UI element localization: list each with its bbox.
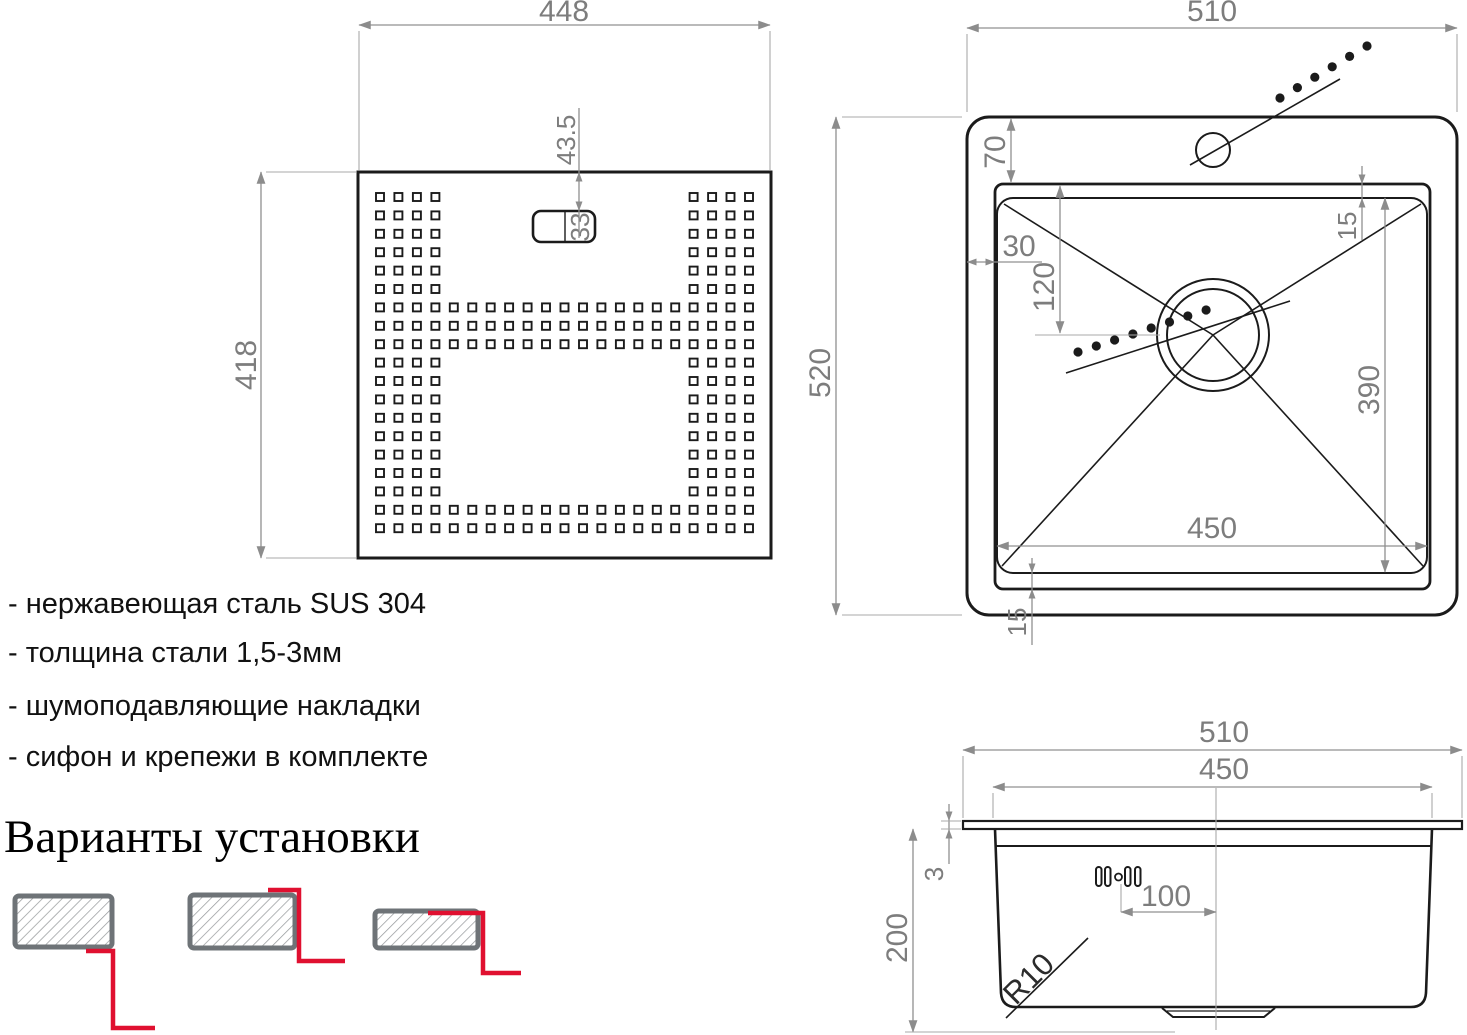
perforation-hole <box>394 414 402 422</box>
perforation-hole <box>708 377 716 385</box>
perforation-hole <box>413 414 421 422</box>
perforation-hole <box>745 340 753 348</box>
perforation-hole <box>505 340 513 348</box>
perforation-hole <box>690 451 698 459</box>
perforation-hole <box>524 340 532 348</box>
perforation-hole <box>653 506 661 514</box>
perforation-hole <box>690 340 698 348</box>
perforation-hole <box>524 506 532 514</box>
guide-dot <box>1202 305 1211 314</box>
dim-label-side-width: 510 <box>1198 716 1250 749</box>
rim-bar <box>963 821 1462 829</box>
arrowhead <box>946 829 953 839</box>
slot-mark <box>1125 867 1131 886</box>
perforation-hole <box>616 340 624 348</box>
perforation-hole <box>690 211 698 219</box>
feature-item: - шумоподавляющие накладки <box>8 690 421 722</box>
perforation-hole <box>616 506 624 514</box>
perforation-hole <box>690 469 698 477</box>
perforation-hole <box>745 230 753 238</box>
perforation-hole <box>431 432 439 440</box>
perforation-hole <box>524 524 532 532</box>
perforation-hole <box>653 340 661 348</box>
perforation-hole <box>561 524 569 532</box>
perforation-hole <box>413 451 421 459</box>
perforation-hole <box>561 506 569 514</box>
drain-bump <box>1162 1008 1275 1017</box>
perforation-hole <box>561 322 569 330</box>
perforation-hole <box>413 303 421 311</box>
faucet-slots-symbol <box>1096 867 1141 886</box>
perforation-hole <box>431 395 439 403</box>
dim-label-rim-thickness: 3 <box>919 866 949 882</box>
dim-label-edge-gap: 30 <box>1002 230 1036 263</box>
perforation-hole <box>431 303 439 311</box>
perforation-hole <box>394 303 402 311</box>
guide-dot <box>1183 311 1192 320</box>
perforation-hole <box>745 506 753 514</box>
perforation-hole <box>413 285 421 293</box>
perforation-hole <box>708 469 716 477</box>
perforation-hole <box>505 524 513 532</box>
perforation-hole <box>597 506 605 514</box>
perforation-hole <box>579 303 587 311</box>
perforation-hole <box>745 248 753 256</box>
perforation-hole <box>413 248 421 256</box>
perforation-hole <box>394 377 402 385</box>
perforation-hole <box>708 487 716 495</box>
dim-label-drain-offset: 120 <box>1028 261 1061 313</box>
dim-label-plate-height: 418 <box>230 339 263 391</box>
perforation-hole <box>727 230 735 238</box>
perforation-hole <box>376 303 384 311</box>
perforation-hole <box>708 211 716 219</box>
perforation-hole <box>616 303 624 311</box>
perforation-hole <box>413 267 421 275</box>
perforation-hole <box>727 506 735 514</box>
perforation-hole <box>450 340 458 348</box>
sink-side-view <box>881 716 1462 1032</box>
perforation-hole <box>745 451 753 459</box>
dim-label-rim-bottom: 15 <box>1002 607 1032 637</box>
installation-heading: Варианты установки <box>4 811 420 863</box>
dim-label-rim-top: 15 <box>1332 211 1362 241</box>
perforation-hole <box>690 524 698 532</box>
perforation-hole <box>690 248 698 256</box>
perforation-hole <box>505 303 513 311</box>
perforation-hole <box>376 377 384 385</box>
perforation-hole <box>376 524 384 532</box>
perforation-hole <box>690 303 698 311</box>
perforation-hole <box>394 340 402 348</box>
perforation-hole <box>727 451 735 459</box>
perforation-hole <box>727 285 735 293</box>
guide-dot <box>1073 347 1082 356</box>
perforation-hole <box>708 248 716 256</box>
perforation-hole <box>727 395 735 403</box>
perforation-hole <box>745 267 753 275</box>
perforation-hole <box>653 303 661 311</box>
perforation-hole <box>394 432 402 440</box>
sink-top-view <box>804 0 1457 645</box>
perforation-hole <box>708 340 716 348</box>
perforation-hole <box>376 395 384 403</box>
perforation-hole <box>376 340 384 348</box>
perforation-hole <box>690 395 698 403</box>
perforation-hole <box>708 230 716 238</box>
perforation-hole <box>690 230 698 238</box>
perforation-hole <box>431 340 439 348</box>
perforation-hole <box>727 469 735 477</box>
perforation-hole <box>579 524 587 532</box>
perforation-hole <box>524 322 532 330</box>
perforation-hole <box>394 524 402 532</box>
dim-label-plate-width: 448 <box>538 0 590 28</box>
perforation-hole <box>413 322 421 330</box>
perforation-hole <box>394 230 402 238</box>
perforation-hole <box>727 524 735 532</box>
perforation-hole <box>376 469 384 477</box>
guide-dot <box>1328 62 1337 71</box>
perforation-hole <box>394 469 402 477</box>
perforation-hole <box>468 303 476 311</box>
perforation-hole <box>542 506 550 514</box>
center-hole-mark <box>1115 874 1122 881</box>
perforation-hole <box>708 193 716 201</box>
guide-dot <box>1147 323 1156 332</box>
perforation-hole <box>505 322 513 330</box>
perforation-hole <box>727 267 735 275</box>
countertop-section <box>190 895 295 948</box>
perforation-hole <box>487 322 495 330</box>
slot-mark <box>1135 867 1141 886</box>
perforation-hole <box>579 506 587 514</box>
perforation-hole <box>468 524 476 532</box>
arrowhead <box>986 259 996 266</box>
perforation-hole <box>413 340 421 348</box>
perforation-hole <box>431 414 439 422</box>
dim-label-slot-width: 33 <box>565 212 595 242</box>
perforation-hole <box>394 248 402 256</box>
faucet-dotted-line <box>1275 41 1371 102</box>
perforation-hole <box>450 303 458 311</box>
perforation-hole <box>413 432 421 440</box>
perforation-hole <box>745 414 753 422</box>
dim-label-bowl-depth: 200 <box>881 912 914 964</box>
perforation-hole <box>727 340 735 348</box>
perforation-hole <box>671 322 679 330</box>
perforation-hole <box>505 506 513 514</box>
perforation-hole <box>616 322 624 330</box>
perforation-hole <box>690 414 698 422</box>
perforation-hole <box>708 414 716 422</box>
perforation-hole <box>671 303 679 311</box>
install-option-undermount <box>190 890 345 961</box>
perforation-hole <box>634 524 642 532</box>
perforation-hole <box>616 524 624 532</box>
perforation-hole <box>487 340 495 348</box>
perforation-hole <box>745 211 753 219</box>
perforation-hole <box>376 451 384 459</box>
perforation-hole <box>690 267 698 275</box>
perforation-hole <box>431 506 439 514</box>
perforation-hole <box>431 359 439 367</box>
perforation-hole <box>708 303 716 311</box>
perforation-hole <box>671 340 679 348</box>
perforation-hole <box>487 524 495 532</box>
arrowhead <box>1359 175 1366 185</box>
perforation-hole <box>376 211 384 219</box>
perforation-hole <box>727 432 735 440</box>
perforation-hole <box>524 303 532 311</box>
perforation-hole <box>634 303 642 311</box>
perforation-hole <box>450 322 458 330</box>
perforation-hole <box>727 211 735 219</box>
perforation-hole <box>468 322 476 330</box>
perforation-hole <box>542 340 550 348</box>
perforation-hole <box>653 322 661 330</box>
perforation-hole <box>394 487 402 495</box>
perforation-hole <box>394 451 402 459</box>
perforation-hole <box>671 506 679 514</box>
perforation-hole <box>394 359 402 367</box>
perforation-hole <box>431 524 439 532</box>
perforation-hole <box>376 359 384 367</box>
perforation-hole <box>745 193 753 201</box>
perforation-hole <box>690 506 698 514</box>
perforation-hole <box>708 322 716 330</box>
guide-dot <box>1128 329 1137 338</box>
countertop-section <box>375 911 478 948</box>
guide-dot <box>1165 317 1174 326</box>
dim-label-deck: 70 <box>979 135 1012 169</box>
perforation-hole <box>727 248 735 256</box>
perforation-hole <box>727 193 735 201</box>
perforation-hole <box>690 193 698 201</box>
perforation-hole <box>376 432 384 440</box>
perforation-hole <box>468 340 476 348</box>
dim-label-corner-radius: R10 <box>996 946 1062 1012</box>
arrowhead <box>946 812 953 822</box>
perforation-hole <box>708 359 716 367</box>
perforation-hole <box>413 211 421 219</box>
perforation-hole <box>727 303 735 311</box>
guide-dot <box>1293 83 1302 92</box>
perforation-hole <box>376 267 384 275</box>
perforation-hole <box>487 506 495 514</box>
perforation-hole <box>745 395 753 403</box>
install-option-flush <box>375 911 521 973</box>
perforation-hole <box>413 359 421 367</box>
perforation-hole <box>394 395 402 403</box>
perforation-hole <box>394 267 402 275</box>
perforation-hole <box>690 359 698 367</box>
features-list <box>8 588 428 773</box>
guide-dot <box>1310 73 1319 82</box>
perforation-hole <box>394 322 402 330</box>
perforation-hole <box>597 524 605 532</box>
perforation-hole <box>708 524 716 532</box>
perforation-hole <box>579 340 587 348</box>
perforation-hole <box>745 487 753 495</box>
plate-bottom-view <box>230 0 771 558</box>
perforation-hole <box>394 506 402 514</box>
arrowhead <box>1029 589 1036 599</box>
bowl-section-outline <box>995 829 1432 1007</box>
perforation-hole <box>727 322 735 330</box>
feature-item: - сифон и крепежи в комплекте <box>8 741 429 773</box>
perforation-hole <box>690 322 698 330</box>
perforation-hole <box>597 303 605 311</box>
dim-label-slot-offset: 43.5 <box>551 114 581 166</box>
drain-axis-line <box>1066 301 1290 373</box>
perforation-hole <box>745 469 753 477</box>
perforation-hole <box>653 524 661 532</box>
perforation-hole <box>413 395 421 403</box>
perforation-hole <box>394 211 402 219</box>
perforation-hole <box>431 451 439 459</box>
faucet-hole <box>1196 133 1230 167</box>
perforation-hole <box>708 267 716 275</box>
slot-mark <box>1096 867 1102 886</box>
perforation-hole <box>376 487 384 495</box>
perforation-hole <box>376 193 384 201</box>
perforation-hole <box>431 211 439 219</box>
feature-item: - толщина стали 1,5-3мм <box>8 637 343 669</box>
perforation-hole <box>690 285 698 293</box>
feature-item: - нержавеющая сталь SUS 304 <box>8 588 426 620</box>
perforation-hole <box>413 469 421 477</box>
perforation-hole <box>376 414 384 422</box>
perforation-hole <box>376 248 384 256</box>
perforation-hole <box>542 524 550 532</box>
perforation-hole <box>727 377 735 385</box>
perforation-hole <box>690 377 698 385</box>
perforation-hole <box>431 322 439 330</box>
dim-label-sink-width: 510 <box>1186 0 1238 28</box>
perforation-hole <box>487 303 495 311</box>
perforation-hole <box>413 487 421 495</box>
perforation-hole <box>376 285 384 293</box>
perforation-hole <box>745 377 753 385</box>
dim-label-bowl-length: 390 <box>1353 364 1386 416</box>
perforation-hole <box>431 248 439 256</box>
perforation-hole <box>727 487 735 495</box>
install-option-overmount <box>15 896 155 1028</box>
dim-label-side-bowl-width: 450 <box>1198 753 1250 786</box>
perforation-hole <box>708 451 716 459</box>
perforation-hole <box>431 487 439 495</box>
perforation-hole <box>450 506 458 514</box>
perforation-hole <box>745 285 753 293</box>
dim-label-sink-depth: 520 <box>804 347 837 399</box>
perforation-hole <box>431 469 439 477</box>
perforation-hole <box>394 285 402 293</box>
guide-dot <box>1345 52 1354 61</box>
perforation-hole <box>413 524 421 532</box>
perforation-hole <box>727 414 735 422</box>
installation-options <box>4 811 521 1028</box>
perforation-hole <box>708 506 716 514</box>
perforation-hole <box>413 377 421 385</box>
perforation-hole <box>413 230 421 238</box>
perforation-hole <box>561 303 569 311</box>
perforation-hole <box>690 432 698 440</box>
perforation-hole <box>450 524 458 532</box>
perforation-hole <box>431 230 439 238</box>
perforation-hole <box>745 432 753 440</box>
perforation-hole <box>690 487 698 495</box>
arrowhead <box>1359 198 1366 208</box>
perforation-hole <box>671 524 679 532</box>
perforation-hole <box>745 359 753 367</box>
slot-mark <box>1105 867 1111 886</box>
perforation-hole <box>727 359 735 367</box>
perforation-hole <box>431 285 439 293</box>
perforation-hole <box>376 322 384 330</box>
perforation-hole <box>579 322 587 330</box>
perforation-hole <box>634 506 642 514</box>
perforation-hole <box>745 303 753 311</box>
perforation-hole <box>394 193 402 201</box>
perforation-hole <box>597 340 605 348</box>
perforation-hole <box>597 322 605 330</box>
perforation-hole <box>708 285 716 293</box>
faucet-axis-line <box>1190 79 1340 165</box>
perforation-hole <box>745 322 753 330</box>
guide-dot <box>1275 93 1284 102</box>
dim-label-faucet-offset: 100 <box>1140 880 1192 913</box>
perforation-hole <box>561 340 569 348</box>
dim-label-bowl-width: 450 <box>1186 512 1238 545</box>
perforation-hole <box>708 432 716 440</box>
perforation-hole <box>468 506 476 514</box>
perforation-hole <box>634 340 642 348</box>
perforation-hole <box>413 506 421 514</box>
guide-dot <box>1092 341 1101 350</box>
guide-dot <box>1110 335 1119 344</box>
countertop-section <box>15 896 112 947</box>
perforation-hole <box>708 395 716 403</box>
sink-edge-profile <box>86 951 155 1028</box>
arrowhead <box>1029 564 1036 574</box>
perforation-hole <box>376 230 384 238</box>
perforation-hole <box>431 267 439 275</box>
perforation-hole <box>542 303 550 311</box>
perforation-hole <box>376 506 384 514</box>
perforation-grid <box>376 193 753 532</box>
perforation-hole <box>431 377 439 385</box>
perforation-hole <box>413 193 421 201</box>
perforation-hole <box>634 322 642 330</box>
perforation-hole <box>542 322 550 330</box>
guide-dot <box>1362 41 1371 50</box>
perforation-hole <box>431 193 439 201</box>
arrowhead <box>576 202 583 212</box>
perforation-hole <box>745 524 753 532</box>
